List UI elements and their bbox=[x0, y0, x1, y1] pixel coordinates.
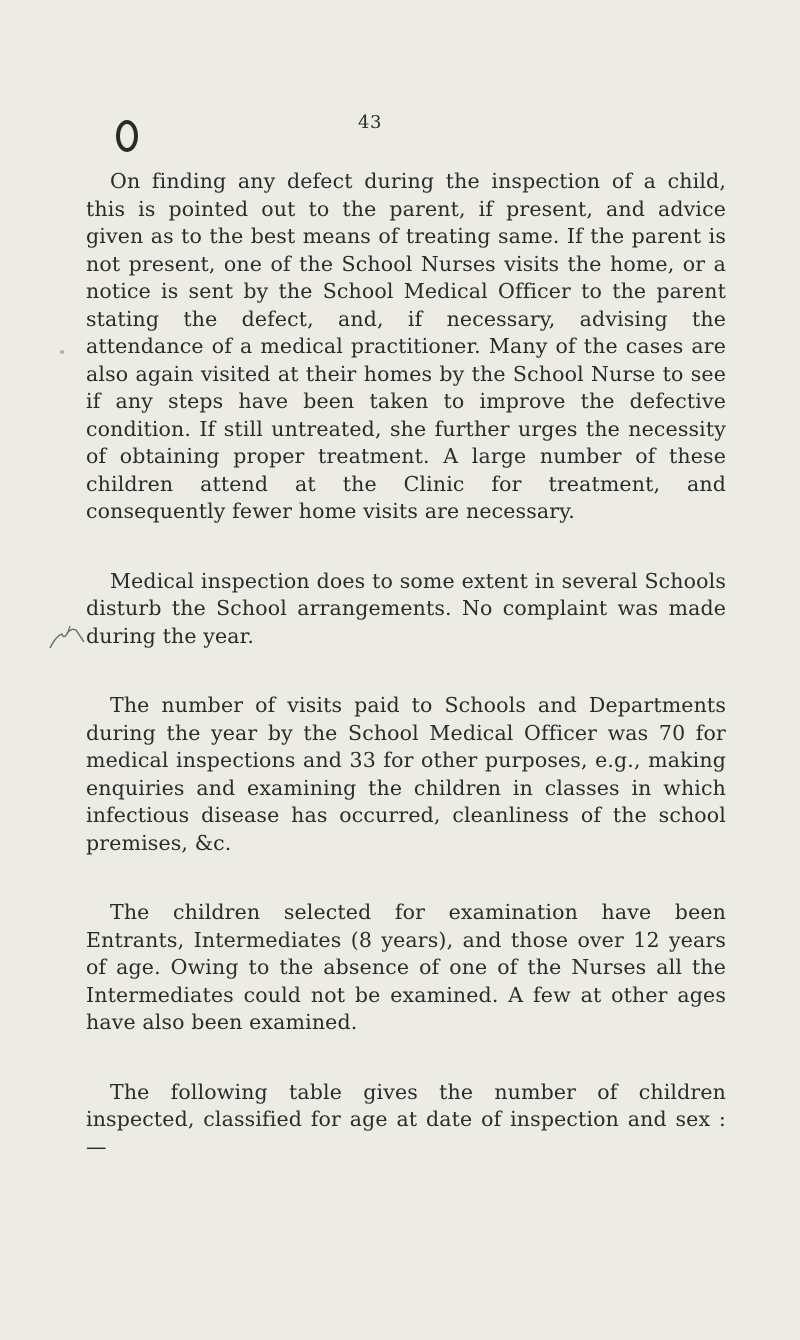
paragraph-children-selected: The children selected for examination have been Entrants, Intermediates (8 years), and those over 12 years of age. Owing to the absence of one of the Nurses all the Intermediates could not be examined. A few at other ages have also been examined. bbox=[86, 900, 726, 1034]
paragraph-defect-procedure: On finding any defect during the inspection of a child, this is pointed out to the parent, if present, and advice given as to the best means of treating same. If the parent is not present, one of the School Nurses visits the home, or a notice is sent by the School Medical Officer to the parent stating the defect, and, if necessary, advising the attendance of a medical practitioner. Many of the cases are also again visited at their homes by the School Nurse to see if any steps have been taken to improve the defective condition. If still untreated, she further urges the necessity of obtaining proper treatment. A large number of these children attend at the Clinic for treatment, and consequently fewer home visits are necessary. bbox=[86, 169, 726, 523]
paragraph-school-arrangements: Medical inspection does to some extent in several Schools disturb the School arrangements. No complaint was made during the year. bbox=[86, 568, 726, 648]
page-number: 43 bbox=[358, 112, 382, 133]
paragraph-visits: The number of visits paid to Schools and Departments during the year by the School Medical Officer was 70 for medical inspections and 33 for other purposes, e.g., making enquiries and examining the children in classes in which infectious disease has occurred, cleanliness of the school premises, &c. bbox=[86, 693, 726, 855]
paragraph-table-intro: The following table gives the number of children inspected, classified for age at date of inspection and sex : — bbox=[86, 1079, 726, 1159]
body-text bbox=[86, 168, 726, 1203]
margin-dot bbox=[60, 350, 64, 354]
binding-hole bbox=[116, 120, 138, 152]
